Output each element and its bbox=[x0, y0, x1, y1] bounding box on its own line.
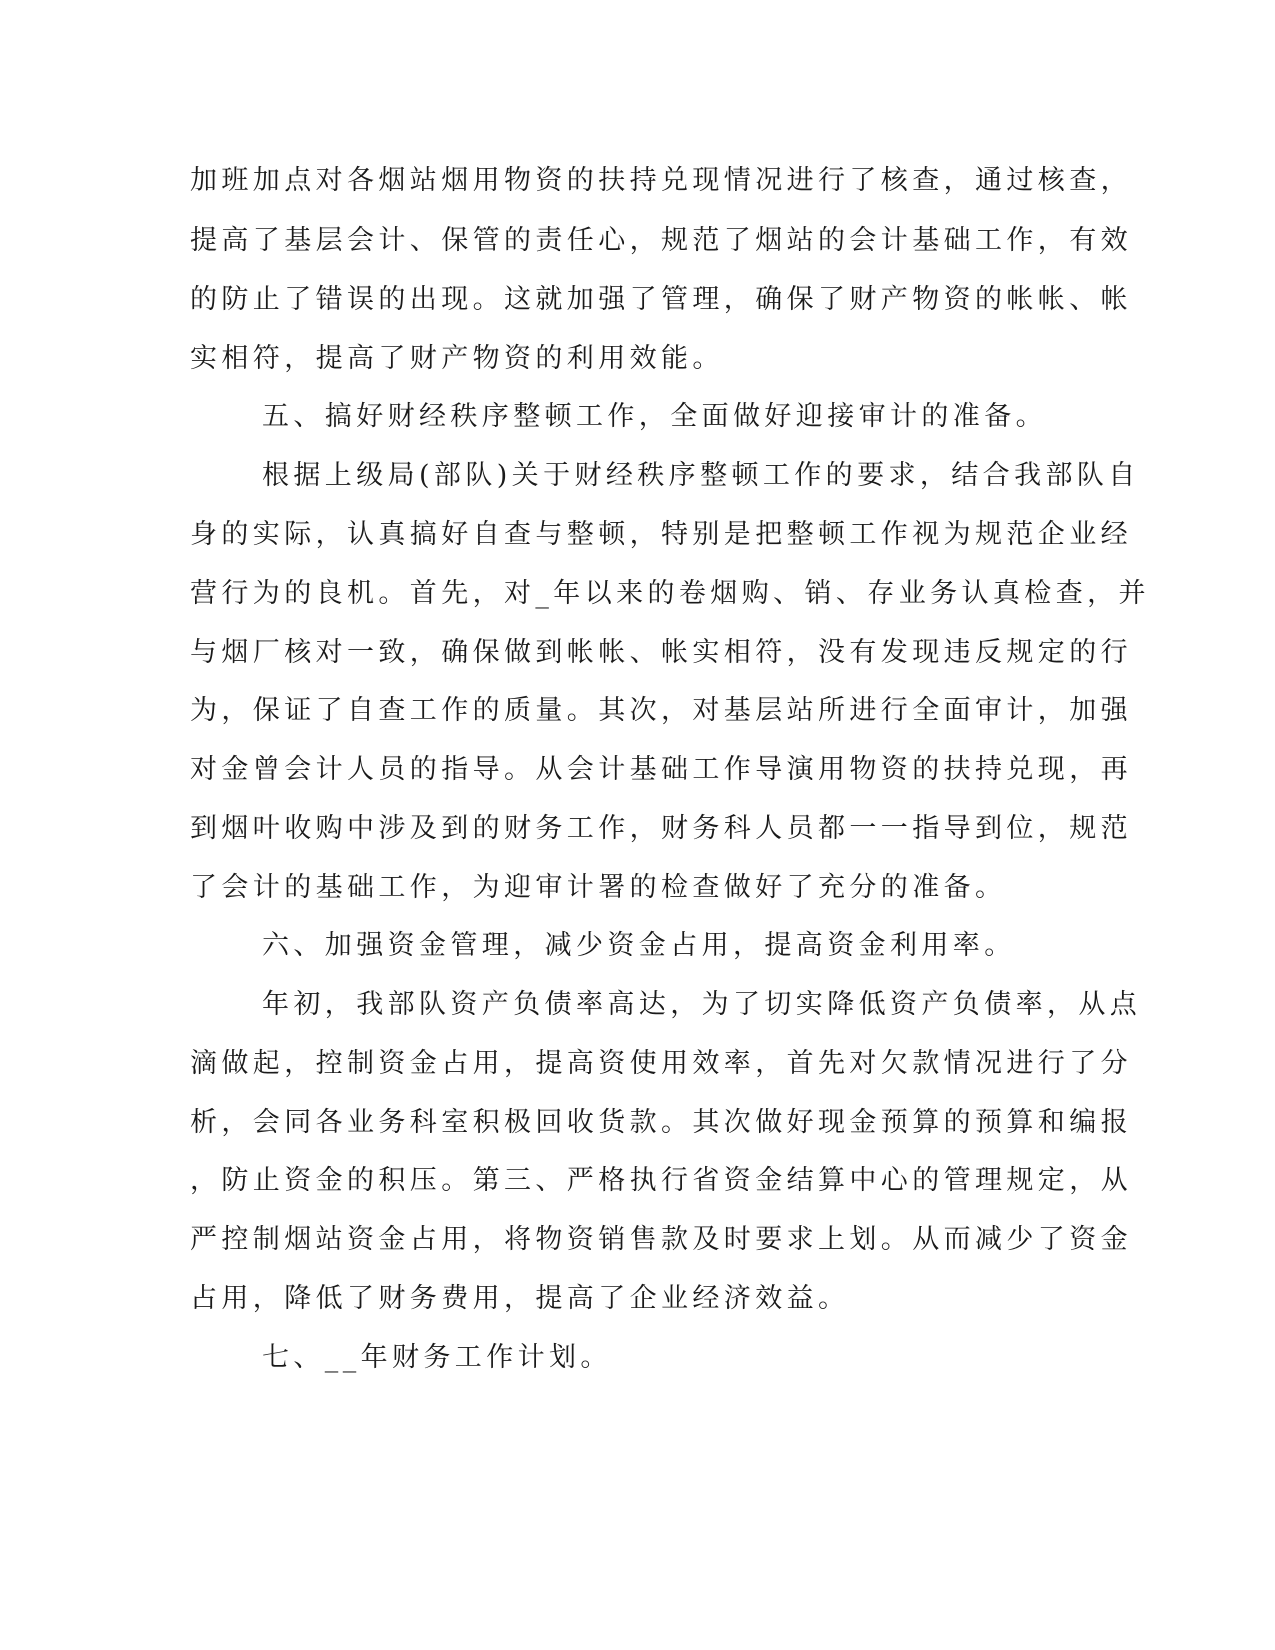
text-line: 营行为的良机。首先，对_年以来的卷烟购、销、存业务认真检查，并 bbox=[190, 578, 1150, 609]
section-heading: 六、加强资金管理，减少资金占用，提高资金利用率。 bbox=[262, 930, 1016, 961]
text-line: 实相符，提高了财产物资的利用效能。 bbox=[190, 343, 724, 374]
section-heading: 五、搞好财经秩序整顿工作，全面做好迎接审计的准备。 bbox=[262, 401, 1047, 432]
text-line: 到烟叶收购中涉及到的财务工作，财务科人员都一一指导到位，规范 bbox=[190, 813, 1132, 844]
text-line: 为，保证了自查工作的质量。其次，对基层站所进行全面审计，加强 bbox=[190, 695, 1132, 726]
text-line: 析，会同各业务科室积极回收货款。其次做好现金预算的预算和编报 bbox=[190, 1107, 1132, 1138]
text-line: 对金曾会计人员的指导。从会计基础工作导演用物资的扶持兑现，再 bbox=[190, 754, 1132, 785]
text-line: 根据上级局(部队)关于财经秩序整顿工作的要求，结合我部队自 bbox=[262, 460, 1140, 491]
text-line: 提高了基层会计、保管的责任心，规范了烟站的会计基础工作，有效 bbox=[190, 225, 1132, 256]
text-line: 身的实际，认真搞好自查与整顿，特别是把整顿工作视为规范企业经 bbox=[190, 519, 1132, 550]
text-line: 与烟厂核对一致，确保做到帐帐、帐实相符，没有发现违反规定的行 bbox=[190, 637, 1132, 668]
text-line: 的防止了错误的出现。这就加强了管理，确保了财产物资的帐帐、帐 bbox=[190, 284, 1132, 315]
text-line: ，防止资金的积压。第三、严格执行省资金结算中心的管理规定，从 bbox=[190, 1165, 1132, 1196]
text-line: 严控制烟站资金占用，将物资销售款及时要求上划。从而减少了资金 bbox=[190, 1224, 1132, 1255]
section-heading: 七、__年财务工作计划。 bbox=[262, 1342, 612, 1373]
text-line: 了会计的基础工作，为迎审计署的检查做好了充分的准备。 bbox=[190, 872, 1007, 903]
text-line: 滴做起，控制资金占用，提高资使用效率，首先对欠款情况进行了分 bbox=[190, 1048, 1132, 1079]
text-line: 占用，降低了财务费用，提高了企业经济效益。 bbox=[190, 1283, 850, 1314]
text-line: 加班加点对各烟站烟用物资的扶持兑现情况进行了核查，通过核查， bbox=[190, 165, 1132, 196]
text-line: 年初，我部队资产负债率高达，为了切实降低资产负债率，从点 bbox=[262, 989, 1142, 1020]
